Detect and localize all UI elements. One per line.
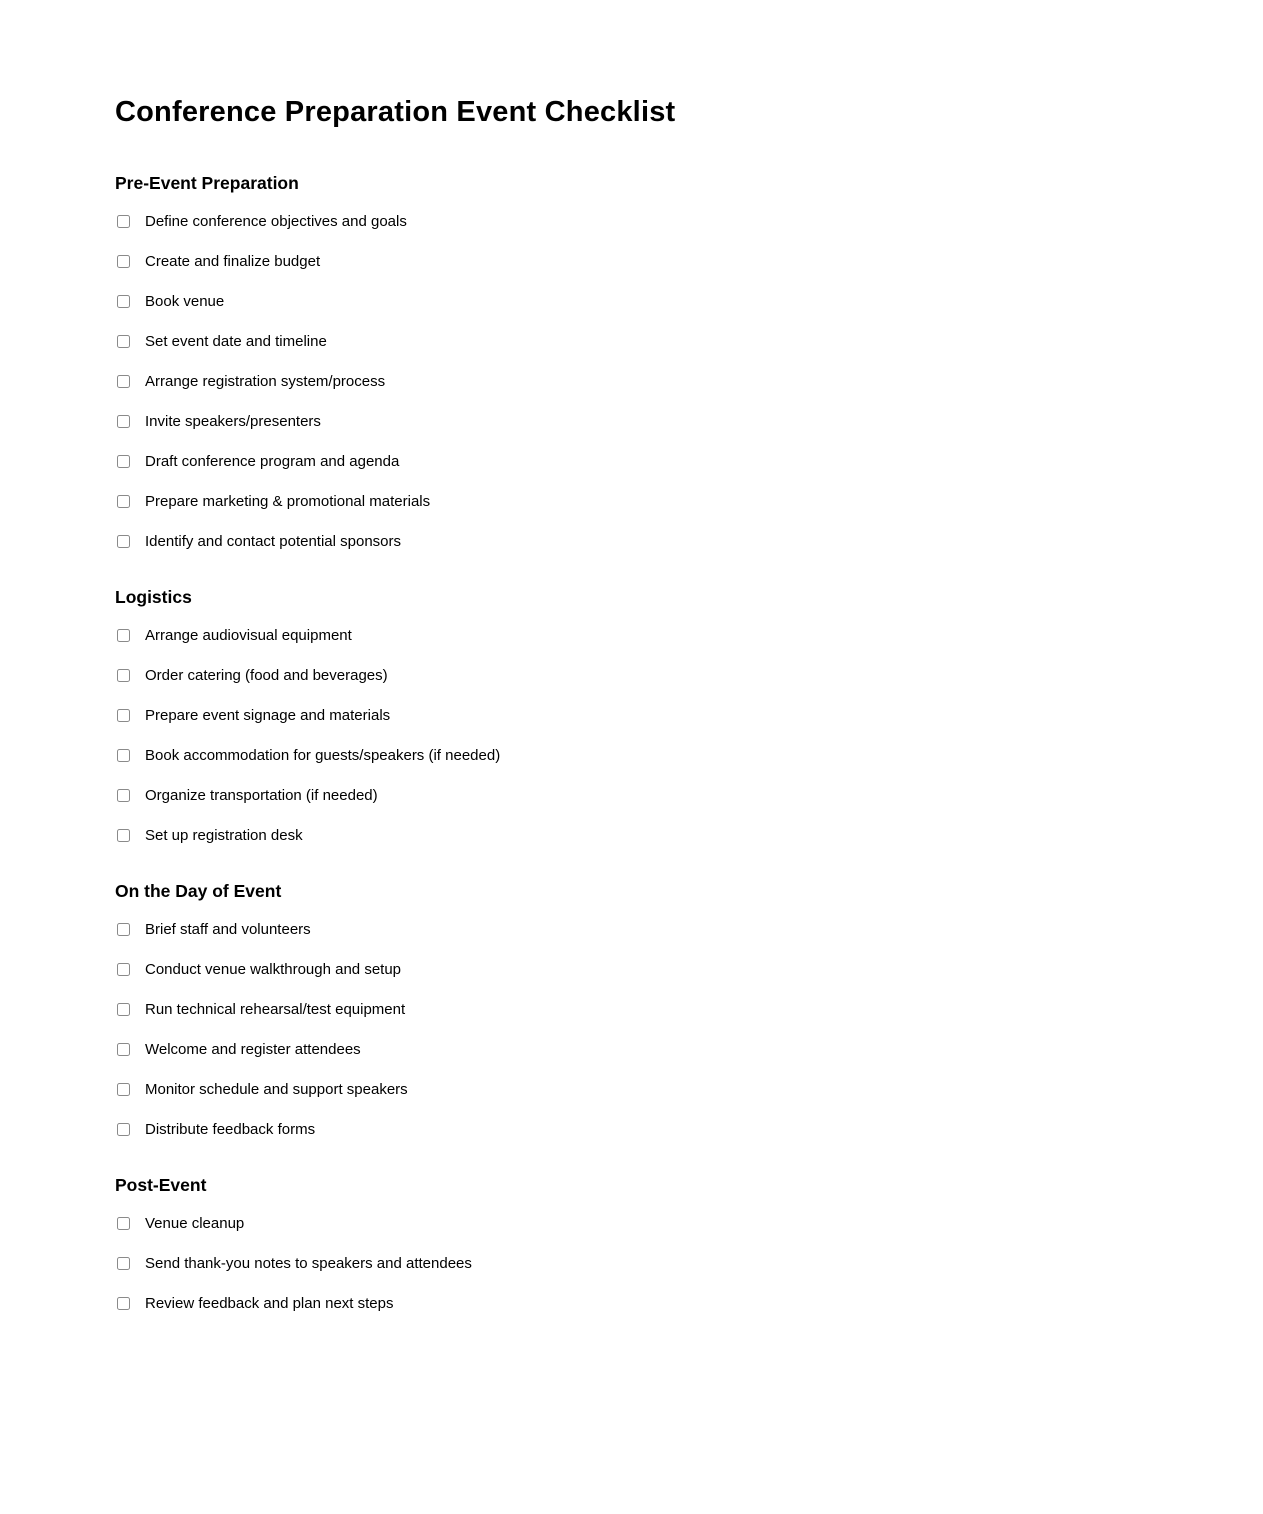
checklist-item-label: Welcome and register attendees — [145, 1040, 361, 1058]
checklist-item-label: Conduct venue walkthrough and setup — [145, 960, 402, 978]
checklist-item-label: Run technical rehearsal/test equipment — [145, 1000, 406, 1018]
checklist-section — [115, 173, 1203, 562]
section-title: Post-Event — [115, 1174, 207, 1195]
checklist-item — [115, 656, 1203, 696]
checkbox-icon[interactable] — [117, 375, 130, 388]
checklist-item — [115, 1284, 1203, 1324]
checklist-section — [115, 881, 1203, 1150]
checklist-item — [115, 816, 1203, 856]
checkbox-icon[interactable] — [117, 1083, 130, 1096]
checkbox-icon[interactable] — [117, 963, 130, 976]
checkbox-icon[interactable] — [117, 829, 130, 842]
section-title: Pre-Event Preparation — [115, 172, 299, 193]
checklist-item — [115, 522, 1203, 562]
checkbox-icon[interactable] — [117, 1217, 130, 1230]
checklist-item-label: Monitor schedule and support speakers — [145, 1080, 408, 1098]
checkbox-icon[interactable] — [117, 215, 130, 228]
checklist-item — [115, 1070, 1203, 1110]
checklist-item — [115, 442, 1203, 482]
checklist-item-label: Prepare event signage and materials — [145, 706, 391, 724]
checklist-item — [115, 202, 1203, 242]
checklist-item-label: Set event date and timeline — [145, 332, 327, 350]
checklist-item-label: Order catering (food and beverages) — [145, 666, 388, 684]
checklist-item-label: Book accommodation for guests/speakers (if needed) — [145, 746, 501, 764]
checklist-item-label: Send thank-you notes to speakers and attendees — [145, 1254, 472, 1272]
checkbox-icon[interactable] — [117, 1043, 130, 1056]
checklist-item-label: Draft conference program and agenda — [145, 452, 400, 470]
checklist-item — [115, 362, 1203, 402]
checkbox-icon[interactable] — [117, 1297, 130, 1310]
checklist-item-label: Review feedback and plan next steps — [145, 1294, 394, 1312]
checklist-item — [115, 736, 1203, 776]
sections-container — [115, 173, 1203, 1324]
checklist-item-label: Prepare marketing & promotional materials — [145, 492, 431, 510]
checklist-item — [115, 1204, 1203, 1244]
checkbox-icon[interactable] — [117, 749, 130, 762]
checklist-item — [115, 322, 1203, 362]
checkbox-icon[interactable] — [117, 335, 130, 348]
checklist-item-label: Brief staff and volunteers — [145, 920, 311, 938]
checklist-item-label: Arrange audiovisual equipment — [145, 626, 352, 644]
checklist-items — [115, 202, 1203, 562]
section-title: On the Day of Event — [115, 880, 282, 901]
checklist-item — [115, 402, 1203, 442]
checklist-item-label: Arrange registration system/process — [145, 372, 386, 390]
checklist-item — [115, 1110, 1203, 1150]
checklist-items — [115, 910, 1203, 1150]
checkbox-icon[interactable] — [117, 669, 130, 682]
checklist-section — [115, 587, 1203, 856]
checklist-item-label: Venue cleanup — [145, 1214, 245, 1232]
checkbox-icon[interactable] — [117, 415, 130, 428]
checklist-item-label: Distribute feedback forms — [145, 1120, 316, 1138]
checklist-item-label: Book venue — [145, 292, 225, 310]
checklist-item — [115, 696, 1203, 736]
checklist-item — [115, 1244, 1203, 1284]
checkbox-icon[interactable] — [117, 709, 130, 722]
checklist-item-label: Organize transportation (if needed) — [145, 786, 378, 804]
checklist-item — [115, 482, 1203, 522]
checkbox-icon[interactable] — [117, 535, 130, 548]
checkbox-icon[interactable] — [117, 789, 130, 802]
checkbox-icon[interactable] — [117, 1003, 130, 1016]
checklist-item — [115, 616, 1203, 656]
checklist-item — [115, 282, 1203, 322]
section-title: Logistics — [115, 586, 192, 607]
checklist-item — [115, 242, 1203, 282]
checkbox-icon[interactable] — [117, 629, 130, 642]
checkbox-icon[interactable] — [117, 455, 130, 468]
checkbox-icon[interactable] — [117, 255, 130, 268]
checklist-section — [115, 1175, 1203, 1324]
checklist-item — [115, 950, 1203, 990]
page-title: Conference Preparation Event Checklist — [115, 96, 676, 128]
checklist-item-label: Set up registration desk — [145, 826, 303, 844]
checklist-items — [115, 1204, 1203, 1324]
checkbox-icon[interactable] — [117, 1257, 130, 1270]
checklist-item-label: Define conference objectives and goals — [145, 212, 407, 230]
checklist-item — [115, 990, 1203, 1030]
checkbox-icon[interactable] — [117, 495, 130, 508]
checkbox-icon[interactable] — [117, 1123, 130, 1136]
checklist-item — [115, 910, 1203, 950]
checklist-item — [115, 1030, 1203, 1070]
checkbox-icon[interactable] — [117, 923, 130, 936]
checkbox-icon[interactable] — [117, 295, 130, 308]
checklist-items — [115, 616, 1203, 856]
checklist-item — [115, 776, 1203, 816]
checklist-item-label: Identify and contact potential sponsors — [145, 532, 401, 550]
checklist-item-label: Create and finalize budget — [145, 252, 321, 270]
checklist-item-label: Invite speakers/presenters — [145, 412, 321, 430]
